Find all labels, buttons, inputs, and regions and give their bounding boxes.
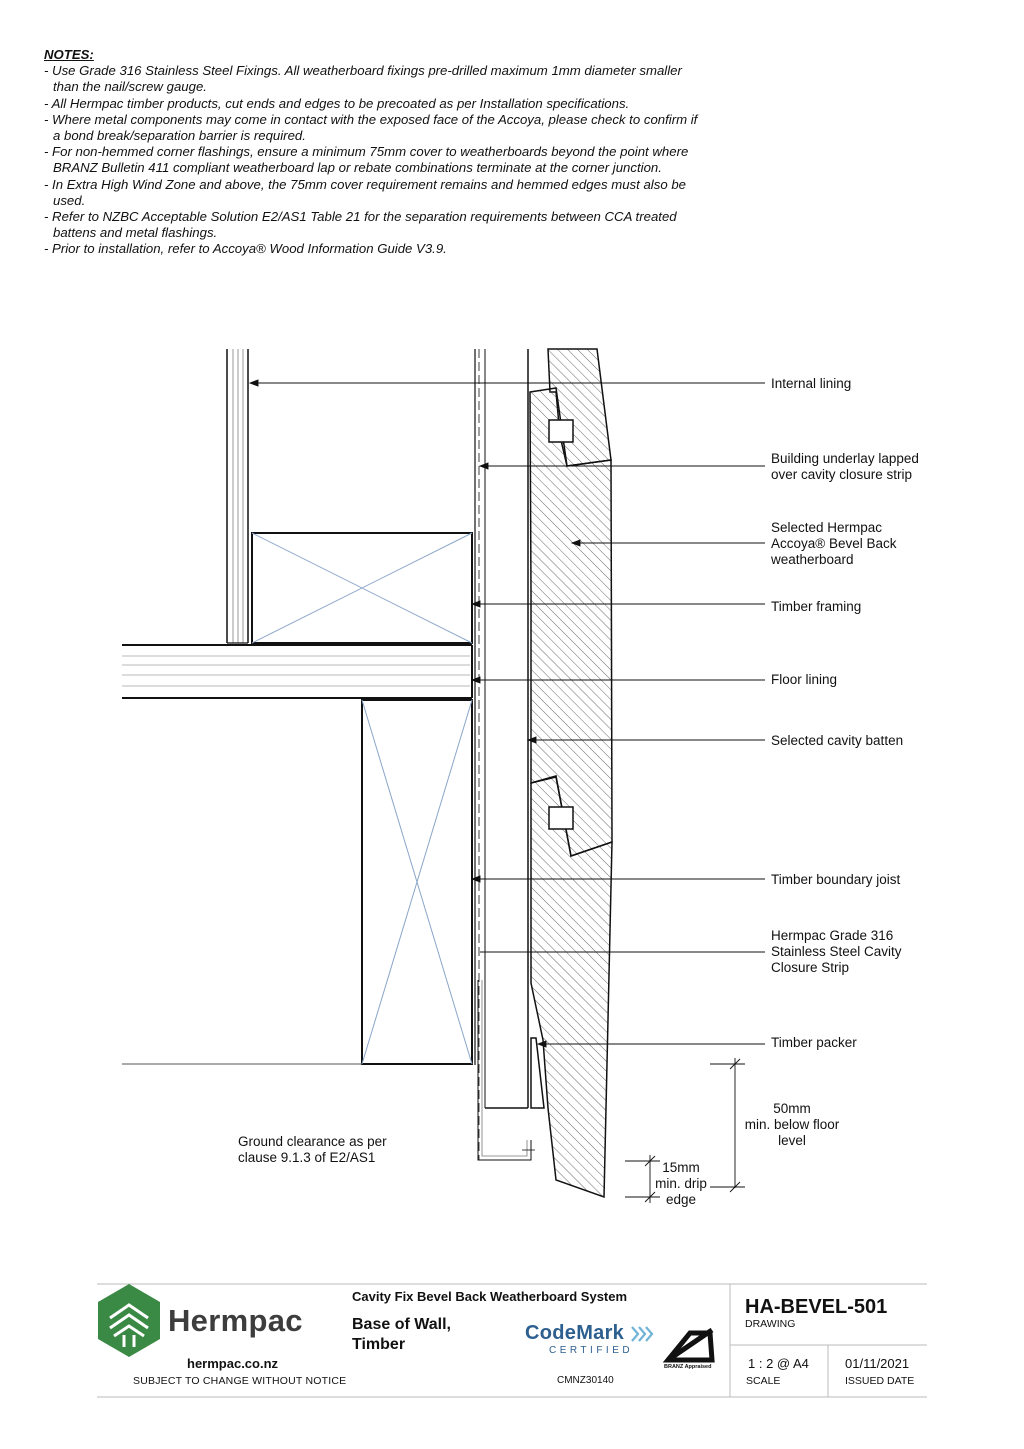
callout-weatherboard: Accoya® Bevel Back bbox=[771, 536, 897, 551]
dim-label-15mm: min. drip bbox=[655, 1176, 707, 1191]
internal-lining bbox=[227, 349, 248, 643]
drawing-title: Base of Wall, bbox=[352, 1316, 451, 1333]
dim-label-50mm: min. below floor bbox=[744, 1117, 840, 1132]
issued-date-value: 01/11/2021 bbox=[845, 1356, 910, 1371]
boundary-joist bbox=[362, 700, 472, 1064]
codemark-chevrons-icon bbox=[632, 1327, 652, 1341]
callout-cavity-batten: Selected cavity batten bbox=[771, 733, 904, 748]
dimension-50mm bbox=[710, 1058, 745, 1192]
note-item: - For non-hemmed corner flashings, ensure a minimum 75mm cover to weatherboards beyond the point where BRANZ Bulletin 411 compliant weatherboard lap or rebate combinations terminate at the corner junction. bbox=[44, 144, 689, 176]
callout-timber-framing: Timber framing bbox=[771, 599, 862, 614]
fixing-upper bbox=[549, 420, 573, 442]
callout-building-underlay: over cavity closure strip bbox=[771, 467, 913, 482]
brand-name: Hermpac bbox=[168, 1303, 303, 1338]
callout-boundary-joist: Timber boundary joist bbox=[771, 872, 901, 887]
ground-clearance-note: Ground clearance as per bbox=[238, 1134, 387, 1149]
branz-logo-icon bbox=[668, 1330, 712, 1360]
drawing-label: DRAWING bbox=[745, 1318, 796, 1330]
callout-floor-lining: Floor lining bbox=[771, 672, 838, 687]
note-item: - Prior to installation, refer to Accoya® Wood Information Guide V3.9. bbox=[44, 241, 447, 257]
website-link[interactable]: hermpac.co.nz bbox=[187, 1356, 279, 1371]
codemark-logo: CodeMark bbox=[525, 1322, 625, 1344]
callout-closure-strip: Stainless Steel Cavity bbox=[771, 944, 902, 959]
callout-closure-strip: Hermpac Grade 316 bbox=[771, 928, 894, 943]
hermpac-logo-icon bbox=[98, 1284, 160, 1357]
building-underlay bbox=[475, 349, 485, 1160]
callout-internal-lining: Internal lining bbox=[771, 376, 852, 391]
note-item: - All Hermpac timber products, cut ends and edges to be precoated as per Installation specifications. bbox=[44, 95, 630, 111]
note-item: - Where metal components may come in contact with the exposed face of the Accoya, please check to confirm if a bond break/separation barrier is required. bbox=[44, 111, 698, 144]
callout-weatherboard: weatherboard bbox=[771, 552, 854, 567]
branz-label: BRANZ Appraised bbox=[664, 1364, 712, 1370]
dim-label-15mm: edge bbox=[665, 1192, 697, 1207]
callout-building-underlay: Building underlay lapped bbox=[771, 451, 919, 466]
drawing-number: HA-BEVEL-501 bbox=[745, 1296, 888, 1318]
codemark-certified: CERTIFIED bbox=[549, 1345, 634, 1356]
codemark-number: CMNZ30140 bbox=[557, 1375, 614, 1386]
callout-timber-packer: Timber packer bbox=[771, 1035, 857, 1050]
dim-label-50mm: level bbox=[778, 1133, 806, 1148]
ground-clearance-note: clause 9.1.3 of E2/AS1 bbox=[238, 1150, 376, 1165]
callout-closure-strip: Closure Strip bbox=[771, 960, 850, 975]
dim-label-15mm: 15mm bbox=[662, 1160, 700, 1175]
timber-framing bbox=[252, 533, 472, 643]
floor-lining bbox=[122, 645, 472, 698]
system-name: Cavity Fix Bevel Back Weatherboard System bbox=[352, 1289, 628, 1304]
scale-label: SCALE bbox=[746, 1375, 781, 1387]
drawing-title: Timber bbox=[352, 1336, 406, 1353]
note-item: - Use Grade 316 Stainless Steel Fixings. All weatherboard fixings pre-drilled maximum 1mm diameter smaller than the nail/screw gauge. bbox=[44, 63, 682, 95]
cavity-closure-strip bbox=[478, 980, 535, 1160]
dim-label-50mm: 50mm bbox=[773, 1101, 811, 1116]
fixing-lower bbox=[549, 807, 573, 829]
callout-weatherboard: Selected Hermpac bbox=[771, 520, 883, 535]
change-notice: SUBJECT TO CHANGE WITHOUT NOTICE bbox=[133, 1375, 347, 1387]
leader-lines bbox=[250, 380, 765, 1047]
note-item: - Refer to NZBC Acceptable Solution E2/AS1 Table 21 for the separation requirements between CCA treated battens and metal flashings. bbox=[44, 209, 677, 241]
issued-date-label: ISSUED DATE bbox=[845, 1375, 915, 1387]
scale-value: 1 : 2 @ A4 bbox=[748, 1356, 809, 1371]
notes-title: NOTES: bbox=[44, 47, 94, 62]
timber-packer bbox=[531, 1038, 544, 1108]
note-item: - In Extra High Wind Zone and above, the 75mm cover requirement remains and hemmed edges must also be used. bbox=[44, 176, 686, 208]
